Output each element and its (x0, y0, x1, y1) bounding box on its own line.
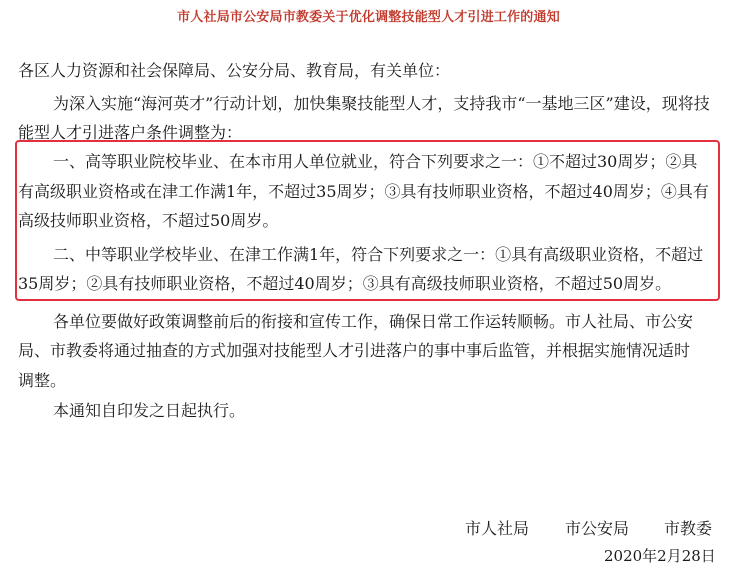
intro-line-2: 能型人才引进落户条件调整为： (18, 123, 243, 142)
item-1-line-3: 高级技师职业资格，不超过50周岁。 (18, 211, 279, 230)
signatory-police: 市公安局 (565, 519, 630, 538)
signatory-hrss: 市人社局 (465, 519, 530, 538)
paragraph-3-line-1: 各单位要做好政策调整前后的衔接和宣传工作，确保日常工作运转顺畅。市人社局、市公安 (53, 312, 694, 331)
salutation: 各区人力资源和社会保障局、公安分局、教育局，有关单位： (18, 61, 451, 80)
item-2-line-1: 二、中等职业学校毕业、在津工作满1年，符合下列要求之一：①具有高级职业资格，不超过 (53, 245, 704, 264)
item-1-line-2: 有高级职业资格或在津工作满1年，不超过35周岁；③具有技师职业资格，不超过40周岁；④具有 (18, 182, 709, 201)
item-2-line-2: 35周岁；②具有技师职业资格，不超过40周岁；③具有高级技师职业资格，不超过50周岁。 (18, 274, 672, 293)
paragraph-3-line-2: 局、市教委将通过抽查的方式加强对技能型人才引进落户的事中事后监管，并根据实施情况适时 (18, 341, 691, 360)
paragraph-3-line-3: 调整。 (18, 371, 67, 390)
paragraph-4: 本通知自印发之日起执行。 (53, 401, 246, 420)
item-1-line-1: 一、高等职业院校毕业、在本市用人单位就业，符合下列要求之一：①不超过30周岁；②具 (53, 152, 698, 171)
intro-line-1: 为深入实施“海河英才”行动计划，加快集聚技能型人才，支持我市“一基地三区”建设，现将技 (53, 94, 710, 113)
signatory-education: 市教委 (664, 519, 713, 538)
notice-title: 市人社局市公安局市教委关于优化调整技能型人才引进工作的通知 (177, 10, 560, 25)
issue-date: 2020年2月28日 (604, 547, 716, 565)
